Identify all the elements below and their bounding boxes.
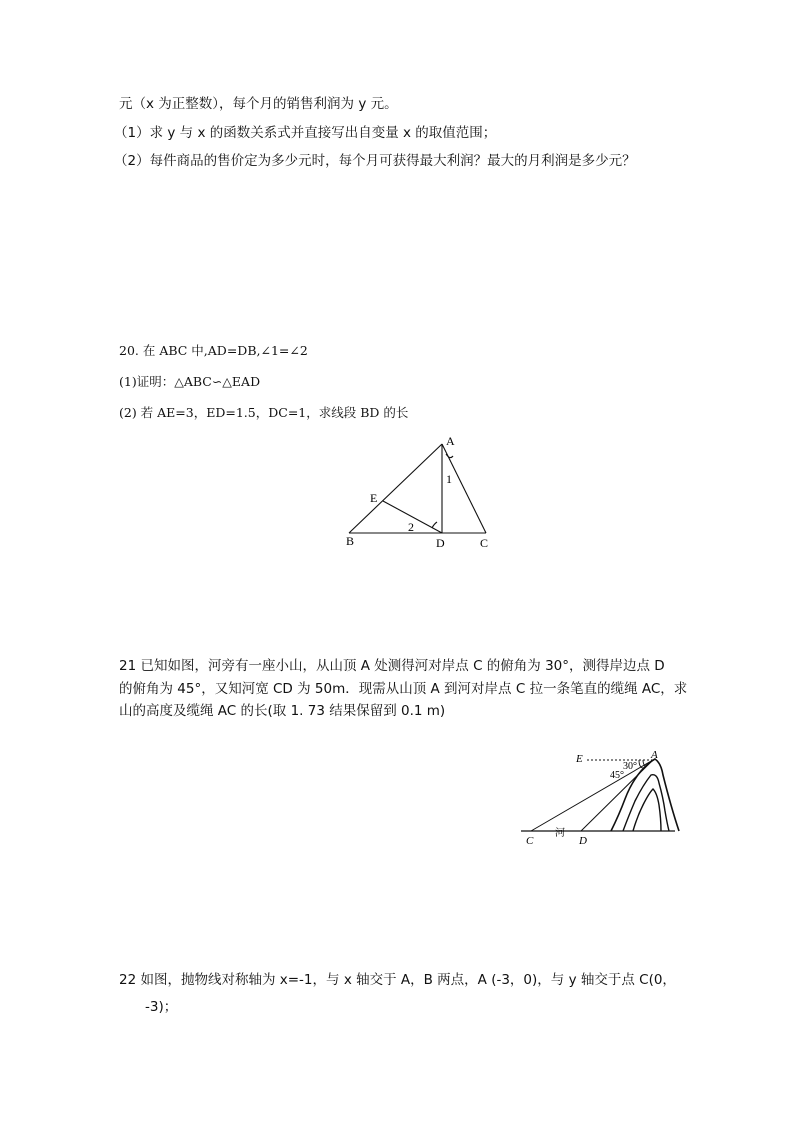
q21-text-line2: 的俯角为 45°，又知河宽 CD 为 50m．现需从山顶 A 到河对岸点 C 拉一条笔直的缆绳 AC，求 <box>119 681 688 697</box>
q19-part2: （2）每件商品的售价定为多少元时，每个月可获得最大利润？最大的月利润是多少元？ <box>114 153 636 169</box>
label-D: D <box>436 536 445 550</box>
angle-1-arc <box>446 454 453 458</box>
q22-text-line2: -3)； <box>145 999 178 1015</box>
label-river: 河 <box>555 828 565 839</box>
label-D: D <box>579 835 587 847</box>
label-angle-30: 30° <box>623 761 637 772</box>
label-angle-45: 45° <box>610 770 624 781</box>
q19-part1: （1）求 y 与 x 的函数关系式并直接写出自变量 x 的取值范围； <box>114 125 497 141</box>
label-B: B <box>346 534 355 548</box>
label-angle-2: 2 <box>408 520 414 534</box>
angle-2-arc <box>432 522 437 528</box>
q20-title: 20. 在 ABC 中,AD=DB,∠1=∠2 <box>119 343 308 358</box>
label-A: A <box>446 434 455 448</box>
q19-text-line1: 元（x 为正整数），每个月的销售利润为 y 元。 <box>119 96 398 112</box>
q21-text-line3: 山的高度及缆绳 AC 的长(取 1. 73 结果保留到 0.1 m) <box>119 703 446 719</box>
label-E: E <box>576 753 583 765</box>
segment-AB <box>349 444 442 533</box>
q20-part2: (2) 若 AE=3，ED=1.5，DC=1，求线段 BD 的长 <box>119 405 409 420</box>
label-angle-1: 1 <box>446 472 452 486</box>
q21-text-line1: 21 已知如图，河旁有一座小山，从山顶 A 处测得河对岸点 C 的俯角为 30°，测得岸边点 D <box>119 658 665 674</box>
q22-text-line1: 22 如图，抛物线对称轴为 x=-1，与 x 轴交于 A，B 两点，A (-3，0)，与 y 轴交于点 C(0， <box>119 972 676 988</box>
label-E: E <box>370 491 378 505</box>
q20-part1: (1)证明：△ABC∽△EAD <box>119 374 261 389</box>
label-C: C <box>480 536 489 550</box>
q20-triangle-figure <box>340 432 510 552</box>
q21-mountain-figure <box>515 745 695 850</box>
label-A: A <box>651 749 658 761</box>
label-C: C <box>526 835 534 847</box>
